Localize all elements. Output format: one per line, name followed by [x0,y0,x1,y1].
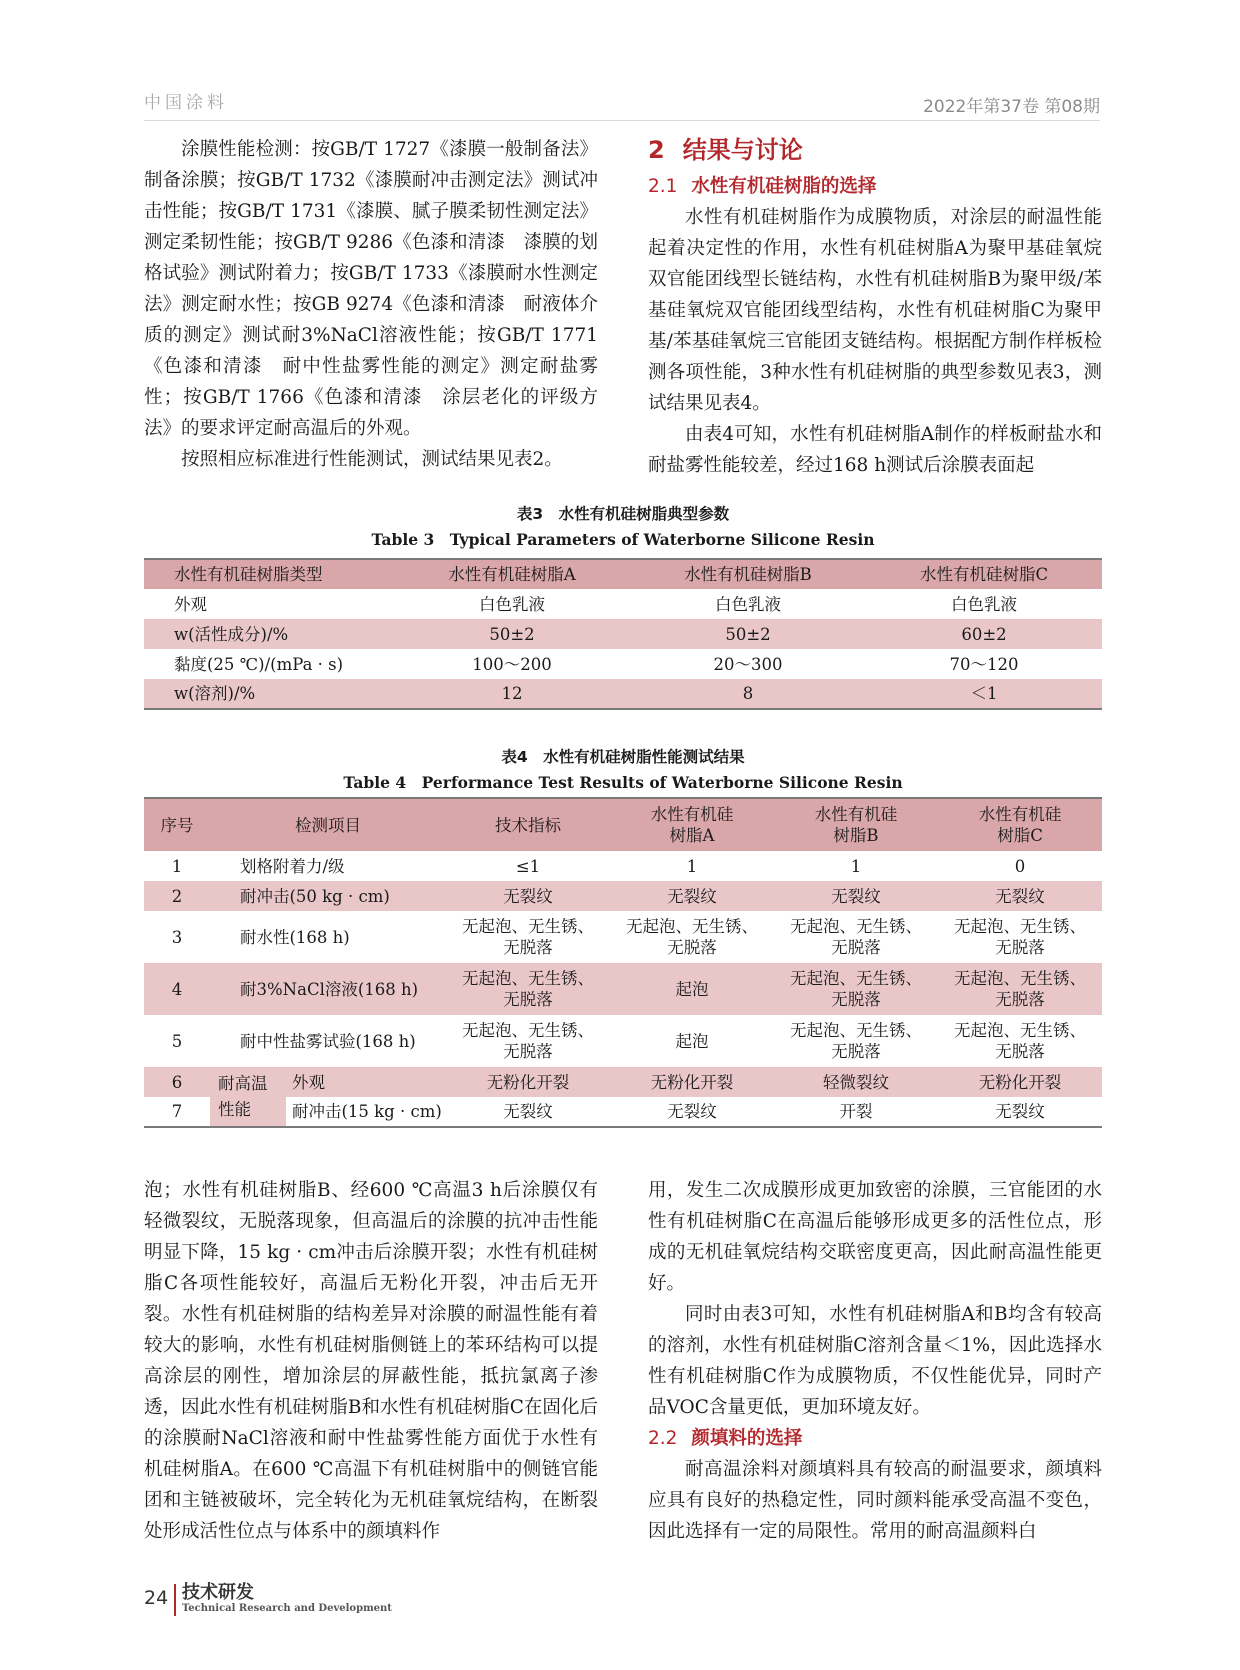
cell-line: 无起泡、无生锈、 [462,917,594,936]
table4-caption-zh: 表4 水性有机硅树脂性能测试结果 [501,748,745,766]
table-cell: 6 [144,1067,210,1097]
table-cell: 外观 [174,594,207,614]
table-row [144,679,1102,709]
table-header-cell [938,798,1102,851]
table-cell: 无裂纹 [774,881,938,911]
table-cell: 无粉化开裂 [446,1067,610,1097]
cell-line: 无脱落 [995,938,1045,957]
left-bottom-column [144,1175,598,1547]
cell-line: 无起泡、无生锈、 [626,917,758,936]
table-cell: 无粉化开裂 [610,1067,774,1097]
table-cell: 耐冲击(15 kg · cm) [292,1102,442,1121]
cell-line: 无起泡、无生锈、 [790,917,922,936]
header-rule [144,120,1100,121]
table-cell: 无粉化开裂 [938,1067,1102,1097]
subsection-heading [648,171,1102,202]
table-header-cell: 水性有机硅树脂B [630,559,866,589]
table-cell: 2 [144,881,210,911]
table-header-cell: 技术指标 [446,798,610,851]
table-cell: 7 [171,1102,183,1121]
cell-line: 无起泡、无生锈、 [790,969,922,988]
paragraph: 水性有机硅树脂作为成膜物质，对涂层的耐温性能起着决定性的作用，水性有机硅树脂A为聚甲基硅氧烷双官能团线型长链结构，水性有机硅树脂B为聚甲级/苯基硅氧烷双官能团线型结构，水性有机硅树脂C为聚甲基/苯基硅氧烷三官能团支链结构。根据配方制作样板检测各项性能，3种水性有机硅树脂的典型参数见表3，测试结果见表4。 [648,207,1102,414]
table-header-cell [610,798,774,851]
cell-line: 无起泡、无生锈、 [462,1021,594,1040]
table-cell: 12 [394,679,630,709]
table-cell: 划格附着力/级 [240,856,345,876]
table-row [144,911,1102,963]
right-top-column [648,129,1102,481]
table-cell: 起泡 [675,1031,709,1051]
table-cell: w(活性成分)/% [144,619,394,649]
table-header-cell: 水性有机硅树脂C [866,559,1102,589]
paragraph: 用，发生二次成膜形成更加致密的涂膜，三官能团的水性有机硅树脂C在高温后能够形成更多的活性位点，形成的无机硅氧烷结构交联密度更高，因此耐高温性能更好。 [648,1180,1102,1294]
table-cell [938,1015,1102,1067]
table-cell: 1 [850,856,862,876]
paragraph: 泡；水性有机硅树脂B、经600 ℃高温3 h后涂膜仅有轻微裂纹，无脱落现象，但高温后的涂膜的抗冲击性能明显下降，15 kg · cm冲击后涂膜开裂；水性有机硅树脂C各项性能较好，高温后无粉化开裂，冲击后无开裂。水性有机硅树脂的结构差异对涂膜的耐温性能有着较大的影响，水性有机硅树脂侧链上的苯环结构可以提高涂层的刚性，增加涂层的屏蔽性能，抵抗氯离子渗透，因此水性有机硅树脂B和水性有机硅树脂C在固化后的涂膜耐NaCl溶液和耐中性盐雾性能方面优于水性有机硅树脂A。在600 ℃高温下有机硅树脂中的侧链官能团和主链被破坏，完全转化为无机硅氧烷结构，在断裂处形成活性位点与体系中的颜填料作 [144,1180,598,1542]
issue-info: 2022年第37卷 第08期 [923,97,1100,117]
table-cell [446,963,610,1015]
table-row [144,1067,1102,1097]
table-cell: 起泡 [610,963,774,1015]
subsection-number: 2.2 [648,1428,678,1449]
table-cell [774,963,938,1015]
table-row [144,1015,1102,1067]
cell-line: 无脱落 [995,1042,1045,1061]
table-cell: 无裂纹 [995,1102,1045,1121]
table3-caption-en: Table 3 Typical Parameters of Waterborne Silicone Resin [371,530,875,549]
table-row [144,881,1102,911]
header-line: 树脂B [833,826,879,845]
journal-name: 中国涂料 [144,93,228,113]
table-row [144,851,1102,881]
table-cell: 耐冲击(50 kg · cm) [210,881,446,911]
page-number: 24 [144,1587,169,1609]
column-name-en: Technical Research and Development [182,1603,392,1614]
section-title: 结果与讨论 [682,136,803,164]
cell-line: 无脱落 [831,938,881,957]
table-cell: 60±2 [866,619,1102,649]
table-cell: 1 [171,856,183,876]
table-cell: 100～200 [472,654,552,674]
table-header-cell: 检测项目 [210,798,446,851]
header-line: 水性有机硅 [978,805,1062,824]
paragraph: 耐高温涂料对颜填料具有较高的耐温要求，颜填料应具有良好的热稳定性，同时颜料能承受高温不变色，因此选择有一定的局限性。常用的耐高温颜料白 [648,1459,1102,1542]
table-cell: w(溶剂)/% [144,679,394,709]
table-header-cell [774,798,938,851]
table-cell: 8 [630,679,866,709]
table-cell: 耐水性(168 h) [240,927,350,947]
table-cell: 白色乳液 [951,594,1017,614]
subsection-heading [648,1423,1102,1454]
section-heading [648,129,1102,171]
table-cell: 耐中性盐雾试验(168 h) [240,1031,416,1051]
table-cell: 轻微裂纹 [774,1067,938,1097]
table-cell: 耐3%NaCl溶液(168 h) [210,963,446,1015]
table-cell [774,1015,938,1067]
cell-line: 无脱落 [667,938,717,957]
header-line: 树脂A [669,826,715,845]
table4 [144,797,1102,1128]
table-header-cell: 序号 [144,798,210,851]
table4-caption [144,745,1102,795]
table-cell: ＜1 [866,679,1102,709]
table-cell: 20～300 [713,654,783,674]
table-row [144,619,1102,649]
table-cell [446,911,610,963]
table-cell: 4 [144,963,210,1015]
table-header-row [144,798,1102,851]
table-row [144,963,1102,1015]
table-cell [774,911,938,963]
group-line: 耐高温 [218,1073,268,1093]
table-header-cell: 水性有机硅树脂类型 [144,559,394,589]
table-cell: 3 [171,927,183,947]
paragraph: 同时由表3可知，水性有机硅树脂A和B均含有较高的溶剂，水性有机硅树脂C溶剂含量＜1%，因此选择水性有机硅树脂C作为成膜物质，不仅性能优异，同时产品VOC含量更低，更加环境友好。 [648,1304,1102,1418]
subsection-title: 水性有机硅树脂的选择 [691,176,877,197]
cell-line: 无起泡、无生锈、 [954,917,1086,936]
table-header-cell: 水性有机硅树脂A [394,559,630,589]
table-cell: 黏度(25 ℃)/(mPa · s) [174,654,344,674]
table-cell: 外观 [286,1067,446,1097]
cell-line: 无脱落 [503,938,553,957]
table-cell: ≤1 [515,856,541,876]
table-cell: 无裂纹 [610,881,774,911]
table-cell [610,911,774,963]
cell-line: 无起泡、无生锈、 [954,1021,1086,1040]
cell-line: 无起泡、无生锈、 [954,969,1086,988]
table-cell: 无裂纹 [446,881,610,911]
table-cell: 5 [171,1031,183,1051]
table3-caption-zh: 表3 水性有机硅树脂典型参数 [516,505,730,523]
right-bottom-column [648,1175,1102,1547]
cell-line: 无脱落 [503,1042,553,1061]
header-line: 水性有机硅 [814,805,898,824]
table-cell: 无裂纹 [503,1102,553,1121]
paragraph: 由表4可知，水性有机硅树脂A制作的样板耐盐水和耐盐雾性能较差，经过168 h测试后涂膜表面起 [648,424,1102,476]
header-line: 水性有机硅 [650,805,734,824]
cell-line: 无脱落 [831,1042,881,1061]
table-group-cell [210,1067,286,1127]
subsection-number: 2.1 [648,176,678,197]
table-row [144,649,1102,679]
paragraph: 涂膜性能检测：按GB/T 1727《漆膜一般制备法》制备涂膜；按GB/T 1732《漆膜耐冲击测定法》测试冲击性能；按GB/T 1731《漆膜、腻子膜柔韧性测定法》测定柔韧性能；按GB/T 9286《色漆和清漆 漆膜的划格试验》测试附着力；按GB/T 1733《漆膜耐水性测定法》测定耐水性；按GB 9274《色漆和清漆 耐液体介质的测定》测试耐3%NaCl溶液性能；按GB/T 1771《色漆和清漆 耐中性盐雾性能的测定》测定耐盐雾性；按GB/T 1766《色漆和清漆 涂层老化的评级方法》的要求评定耐高温后的外观。 [144,139,598,439]
cell-line: 无脱落 [995,990,1045,1009]
table-cell: 开裂 [839,1102,873,1121]
table-cell: 50±2 [394,619,630,649]
table-row [144,1097,1102,1127]
cell-line: 无脱落 [831,990,881,1009]
header-line: 树脂C [997,826,1043,845]
table-cell: 无裂纹 [667,1102,717,1121]
table-cell: 70～120 [949,654,1019,674]
table-cell: 白色乳液 [715,594,781,614]
subsection-title: 颜填料的选择 [691,1428,803,1449]
table-cell: 白色乳液 [479,594,545,614]
table-cell [446,1015,610,1067]
table3 [144,558,1102,710]
table3-caption [144,502,1102,552]
table-cell: 0 [1014,856,1026,876]
group-line: 性能 [218,1099,251,1119]
paragraph: 按照相应标准进行性能测试，测试结果见表2。 [181,449,563,470]
table-cell [938,963,1102,1015]
table4-caption-en: Table 4 Performance Test Results of Waterborne Silicone Resin [343,773,903,792]
footer-divider [174,1584,176,1616]
cell-line: 无脱落 [503,990,553,1009]
table-cell: 1 [686,856,698,876]
cell-line: 无起泡、无生锈、 [462,969,594,988]
table-row [144,589,1102,619]
section-number: 2 [648,136,665,164]
cell-line: 无起泡、无生锈、 [790,1021,922,1040]
left-top-column [144,134,598,475]
column-name-zh: 技术研发 [182,1582,254,1603]
table-cell: 无裂纹 [938,881,1102,911]
table-header-row [144,559,1102,589]
table-cell [938,911,1102,963]
table-cell: 50±2 [630,619,866,649]
